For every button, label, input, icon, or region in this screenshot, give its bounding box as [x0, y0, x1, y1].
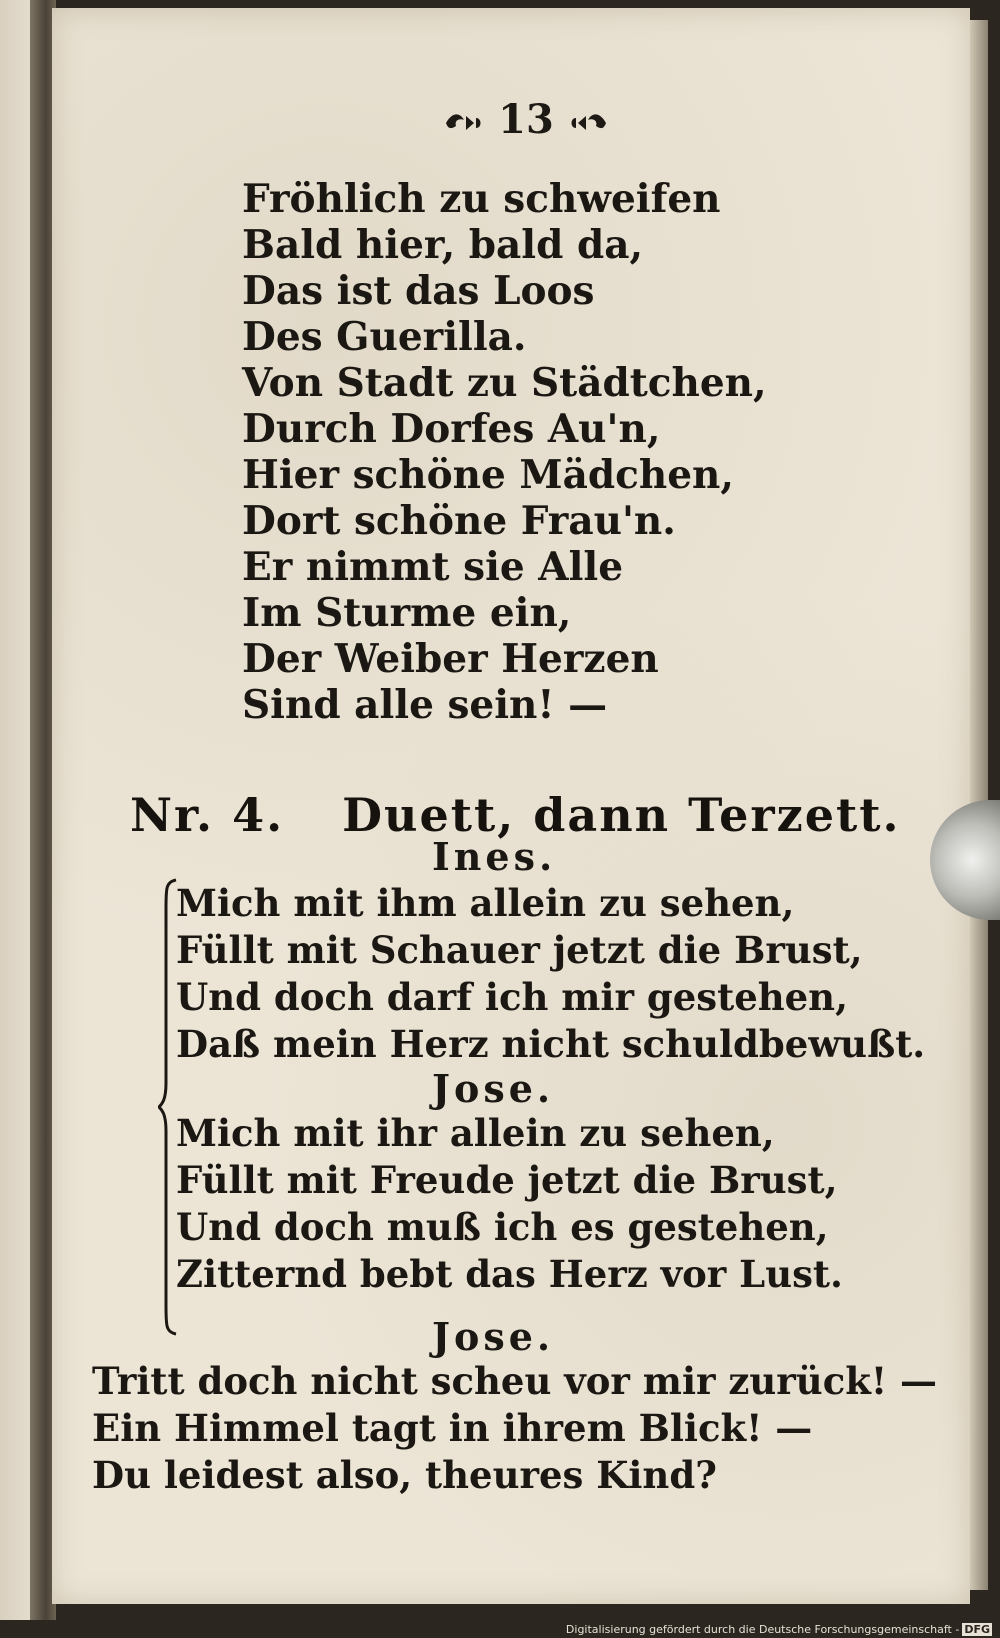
verse-line: Mich mit ihr allein zu sehen, [176, 1111, 775, 1155]
verse-line: Und doch darf ich mir gestehen, [176, 975, 848, 1019]
verse-line: Dort schöne Frau'n. [242, 498, 676, 544]
verse-line: Daß mein Herz nicht schuldbewußt. [176, 1022, 926, 1066]
verse-line: Sind alle sein! — [242, 682, 608, 728]
verse-line: Mich mit ihm allein zu sehen, [176, 881, 795, 925]
speaker-jose: Jose. [432, 1066, 555, 1111]
verse-line: Des Guerilla. [242, 314, 527, 360]
ines-stanza [176, 880, 925, 1068]
dfg-logo: DFG [964, 1623, 990, 1636]
section-number: Nr. 4. [130, 788, 285, 842]
page-number: 13 [498, 96, 554, 143]
verse-line: Zitternd bebt das Herz vor Lust. [176, 1252, 843, 1296]
speaker-jose: Jose. [432, 1314, 555, 1359]
verse-line: Tritt doch nicht scheu vor mir zurück! — [92, 1359, 937, 1403]
verse-line: Füllt mit Freude jetzt die Brust, [176, 1158, 838, 1202]
verse-line: Du leidest also, theures Kind? [92, 1453, 717, 1497]
digitization-credit [566, 1623, 992, 1636]
section-title: Duett, dann Terzett. [342, 788, 901, 842]
verse-line: Der Weiber Herzen [242, 636, 659, 682]
verse-line: Fröhlich zu schweifen [242, 176, 721, 222]
verse-line: Bald hier, bald da, [242, 222, 644, 268]
verse-line: Das ist das Loos [242, 268, 595, 314]
verse-line: Und doch muß ich es gestehen, [176, 1205, 829, 1249]
verse-line: Von Stadt zu Städtchen, [242, 360, 767, 406]
verse-line: Im Sturme ein, [242, 590, 572, 636]
jose-stanza [176, 1110, 843, 1298]
speaker-ines: Ines. [432, 834, 557, 879]
left-ornament-icon [444, 112, 484, 134]
verse-line: Füllt mit Schauer jetzt die Brust, [176, 928, 863, 972]
verse-stanza [242, 176, 767, 728]
page-number-header [52, 96, 970, 143]
verse-line: Hier schöne Mädchen, [242, 452, 734, 498]
curly-brace-icon [158, 878, 178, 1336]
book-page [52, 8, 970, 1604]
credit-text: Digitalisierung gefördert durch die Deutsche Forschungsgemeinschaft - [565, 1623, 960, 1636]
verse-line: Durch Dorfes Au'n, [242, 406, 661, 452]
right-ornament-icon [568, 112, 608, 134]
verse-line: Ein Himmel tagt in ihrem Blick! — [92, 1406, 813, 1450]
verse-line: Er nimmt sie Alle [242, 544, 624, 590]
jose-dialogue [92, 1358, 937, 1499]
